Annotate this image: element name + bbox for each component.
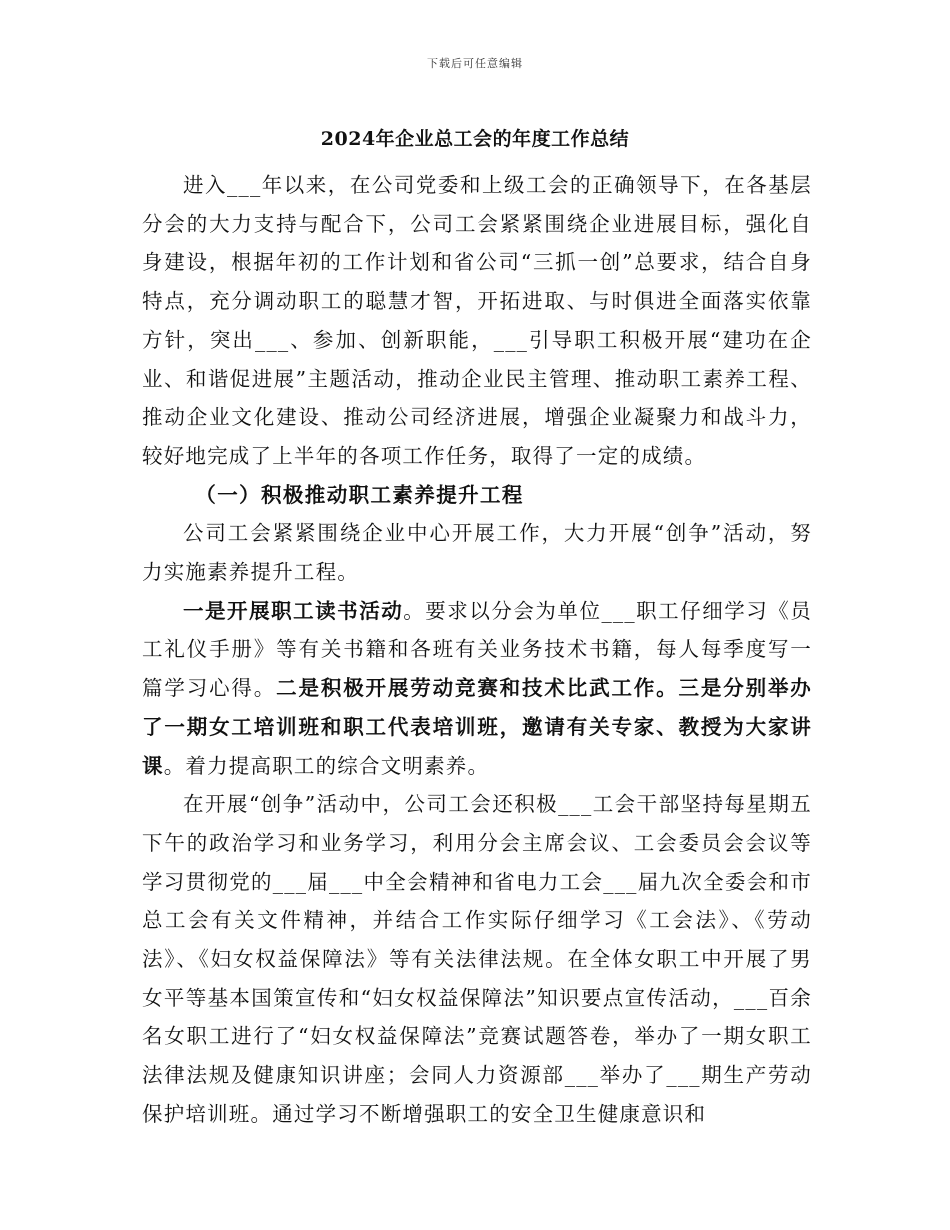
header-note: 下载后可任意编辑 <box>427 57 523 70</box>
section-paragraph-1: 公司工会紧紧围绕企业中心开展工作，大力开展“创争”活动，努力实施素养提升工程。 <box>142 521 812 585</box>
intro-paragraph: 进入___年以来，在公司党委和上级工会的正确领导下，在各基层分会的大力支持与配合下，公司工会紧紧围绕企业进展目标，强化自身建设，根据年初的工作计划和省公司“三抓一创”总要求，结合自身特点，充分调动职工的聪慧才智，开拓进取、与时俱进全面落实依靠方针，突出___、参加、创新职能，___引导职工积极开展“建功在企业、和谐促进展”主题活动，推动企业民主管理、推动职工素养工程、推动企业文化建设、推动公司经济进展，增强企业凝聚力和战斗力，较好地完成了上半年的各项工作任务，取得了一定的成绩。 <box>142 173 812 468</box>
bold-lead-1: 一是开展职工读书活动 <box>183 598 404 623</box>
paragraph-text-2: 。着力提高职工的综合文明素养。 <box>163 753 490 778</box>
section-paragraph-2 <box>142 592 812 786</box>
paragraph-text-1: 。要求以分会为单位___职工仔细学习《员工礼仪手册》等有关书籍和各班有关业务技术书籍，每人每季度写一篇学习心得。 <box>142 598 813 701</box>
document-body <box>142 166 812 1134</box>
section-heading: （一）积极推动职工素养提升工程 <box>195 482 524 507</box>
section-paragraph-3: 在开展“创争”活动中，公司工会还积极___工会干部坚持每星期五下午的政治学习和业务学习，利用分会主席会议、工会委员会会议等学习贯彻党的___届___中全会精神和省电力工会___届九次全委会和市总工会有关文件精神，并结合工作实际仔细学习《工会法》、《劳动法》、《妇女权益保障法》等有关法律法规。在全体女职工中开展了男女平等基本国策宣传和“妇女权益保障法”知识要点宣传活动，___百余名女职工进行了“妇女权益保障法”竞赛试题答卷，举办了一期女职工法律法规及健康知识讲座；会同人力资源部___举办了___期生产劳动保护培训班。通过学习不断增强职工的安全卫生健康意识和 <box>142 792 812 1126</box>
bold-lead-2: 二是积极开展劳动竞赛和技术比武工作。三是分别举办了一期女工培训班和职工代表培训班，邀请有关专家、教授为大家讲课 <box>142 676 812 778</box>
document-title: 2024年企业总工会的年度工作总结 <box>320 128 630 150</box>
